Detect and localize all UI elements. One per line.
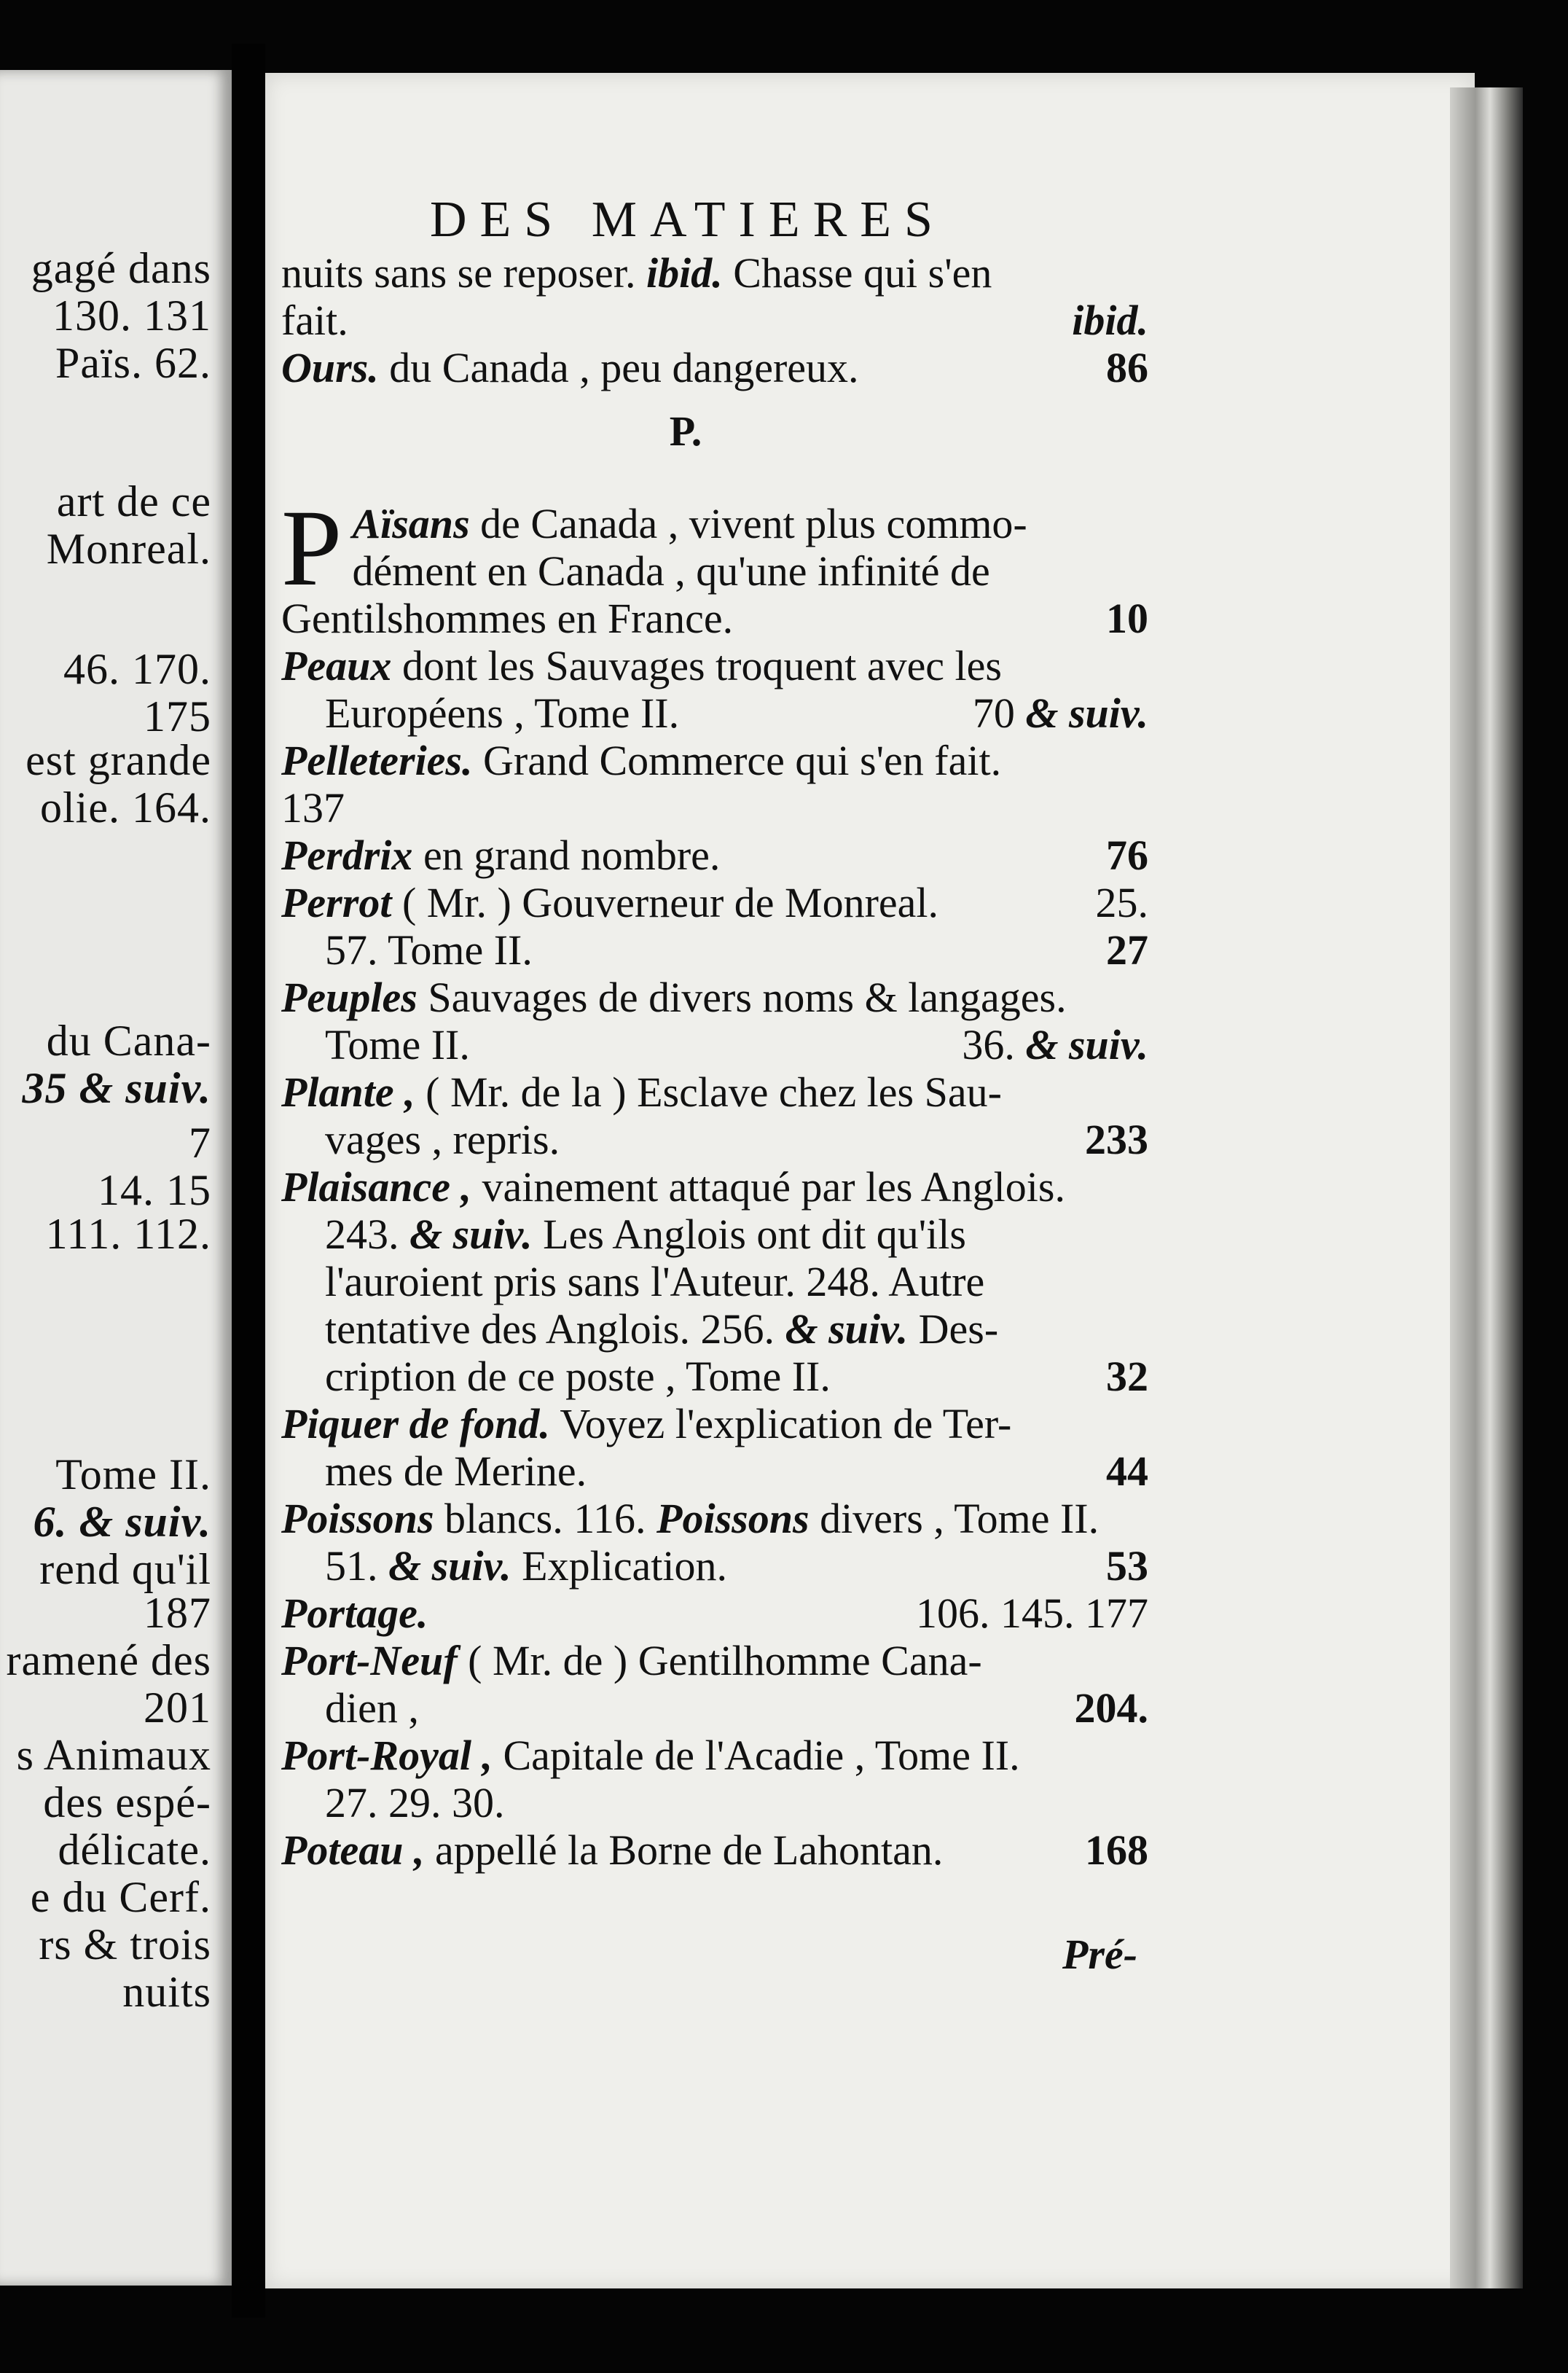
book-gutter bbox=[232, 44, 265, 2318]
left-fragment-line: Monreal. bbox=[46, 525, 211, 573]
left-fragment-line: 35 & suiv. bbox=[22, 1064, 211, 1112]
index-entry-poteau: Poteau , appellé la Borne de Lahontan. 168 bbox=[281, 1826, 1148, 1874]
left-fragment-line: du Cana- bbox=[46, 1017, 211, 1065]
index-entry-poissons: Poissons blancs. 116. Poissons divers , Tome II. 51. & suiv. Explication. 53 bbox=[281, 1495, 1148, 1590]
left-fragment-line: 14. 15 bbox=[98, 1166, 211, 1214]
index-entry-perdrix: Perdrix en grand nombre. 76 bbox=[281, 832, 1148, 879]
left-fragment-line: ramené des bbox=[6, 1636, 211, 1684]
catchword: Pré- bbox=[1062, 1931, 1138, 1978]
page-edges bbox=[1450, 87, 1523, 2288]
left-fragment-line: des espé- bbox=[43, 1778, 211, 1826]
left-fragment-line: rend qu'il bbox=[39, 1545, 211, 1593]
left-fragment-line: gagé dans bbox=[31, 244, 211, 292]
index-entry-continued: nuits sans se reposer. ibid. Chasse qui s'en fait. ibid. bbox=[281, 249, 1148, 344]
left-fragment-line: 187 bbox=[144, 1589, 211, 1637]
index-entry-piquer-de-fond: Piquer de fond. Voyez l'explication de Ter- mes de Merine. 44 bbox=[281, 1400, 1148, 1495]
left-fragment-line: Païs. 62. bbox=[55, 339, 211, 387]
left-fragment-line: nuits bbox=[122, 1968, 211, 2016]
left-fragment-line: 6. & suiv. bbox=[33, 1498, 211, 1546]
index-entry-peuples: Peuples Sauvages de divers noms & langages. Tome II. 36. & suiv. bbox=[281, 974, 1148, 1068]
left-fragment-line: art de ce bbox=[56, 477, 211, 525]
left-fragment-line: délicate. bbox=[58, 1826, 211, 1874]
left-fragment-line: olie. 164. bbox=[40, 783, 211, 832]
index-entry-ours: Ours. du Canada , peu dangereux. 86 bbox=[281, 344, 1148, 391]
index-entry-port-royal: Port-Royal , Capitale de l'Acadie , Tome II. 27. 29. 30. bbox=[281, 1732, 1020, 1826]
left-fragment-line: 175 bbox=[144, 692, 211, 740]
index-entry-portage: Portage. 106. 145. 177 bbox=[281, 1590, 1148, 1637]
index-entry-paisans: P Aïsans de Canada , vivent plus commo- dément en Canada , qu'une infinité de Gentilshommes en France. 10 bbox=[281, 488, 1148, 642]
left-fragment-line: rs & trois bbox=[39, 1920, 211, 1969]
previous-page-fragment bbox=[0, 70, 232, 2286]
left-fragment-line: 201 bbox=[144, 1684, 211, 1732]
left-fragment-line: e du Cerf. bbox=[30, 1873, 211, 1921]
left-fragment-line: 46. 170. bbox=[63, 645, 211, 693]
left-fragment-line: 7 bbox=[189, 1119, 211, 1167]
left-fragment-line: s Animaux bbox=[16, 1731, 211, 1779]
left-fragment-line: Tome II. bbox=[55, 1450, 211, 1498]
drop-capital: P bbox=[281, 488, 342, 609]
index-entry-perrot: Perrot ( Mr. ) Gouverneur de Monreal. 25. 57. Tome II. 27 bbox=[281, 879, 1148, 974]
left-fragment-line: est grande bbox=[26, 736, 211, 784]
index-entry-port-neuf: Port-Neuf ( Mr. de ) Gentilhomme Cana- dien , 204. bbox=[281, 1637, 1148, 1732]
index-entries bbox=[281, 249, 1148, 1874]
index-entry-plaisance: Plaisance , vainement attaqué par les Anglois. 243. & suiv. Les Anglois ont dit qu'ils l'auroient pris sans l'Auteur. 248. Autre tentative des Anglois. 256. & suiv. Des- cription de ce poste , Tome II. 32 bbox=[281, 1163, 1148, 1400]
section-letter: P. bbox=[669, 407, 702, 455]
index-entry-plante: Plante , ( Mr. de la ) Esclave chez les Sau- vages , repris. 233 bbox=[281, 1068, 1148, 1163]
running-head: DES MATIERES bbox=[430, 192, 946, 248]
index-entry-pelleteries: Pelleteries. Grand Commerce qui s'en fait. 137 bbox=[281, 737, 1002, 832]
left-fragment-line: 130. 131 bbox=[52, 292, 211, 340]
index-entry-peaux: Peaux dont les Sauvages troquent avec les Européens , Tome II. 70 & suiv. bbox=[281, 642, 1148, 737]
left-fragment-line: 111. 112. bbox=[45, 1210, 211, 1258]
